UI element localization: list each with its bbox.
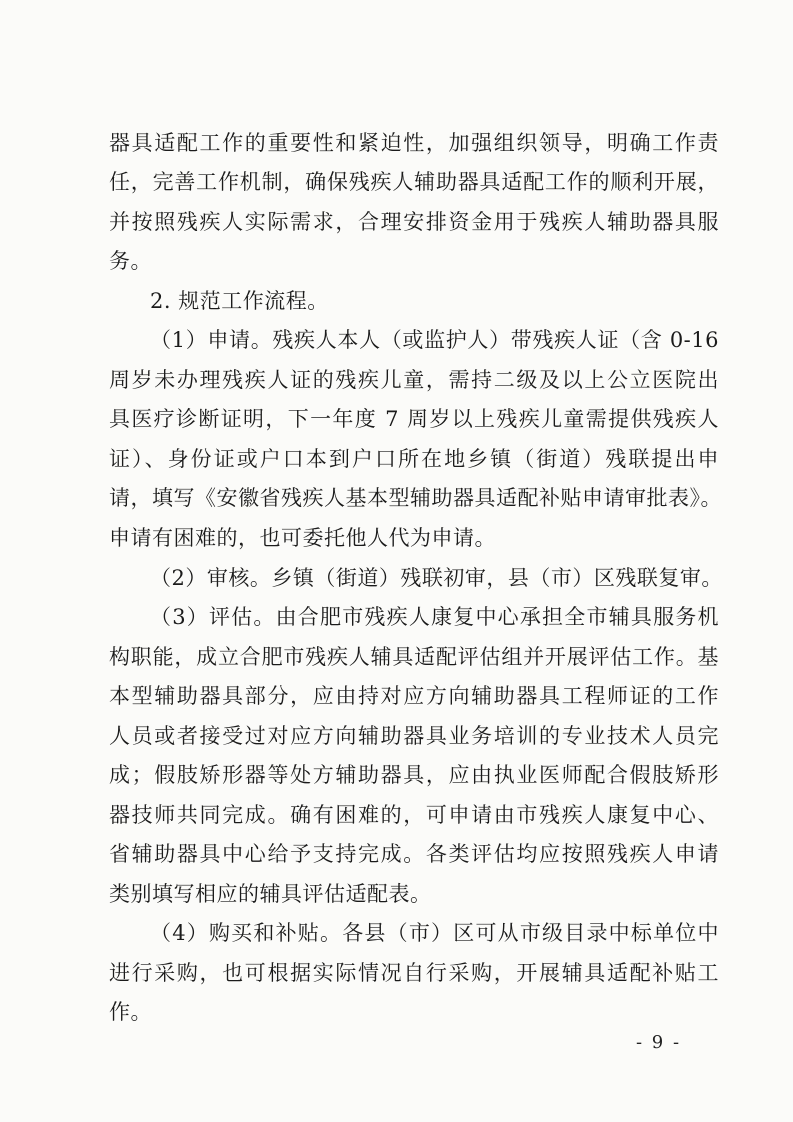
text-line: （4）购买和补贴。各县（市）区可从市级目录中标单位中 [150, 921, 719, 945]
text-line: 作。 [109, 1000, 152, 1024]
text-line: （3）评估。由合肥市残疾人康复中心承担全市辅具服务机 [150, 605, 719, 629]
section-heading: 2. 规范工作流程。 [150, 289, 329, 313]
text-line: （2）审核。乡镇（街道）残联初审，县（市）区残联复审。 [150, 566, 723, 590]
text-line: 任，完善工作机制，确保残疾人辅助器具适配工作的顺利开展， [109, 170, 719, 194]
text-line: 申请有困难的，也可委托他人代为申请。 [109, 526, 496, 550]
text-line: 请，填写《安徽省残疾人基本型辅助器具适配补贴申请审批表》。 [109, 486, 722, 510]
text-line: （1）申请。残疾人本人（或监护人）带残疾人证（含 0-16 [150, 328, 719, 352]
text-line: 类别填写相应的辅具评估适配表。 [109, 882, 432, 906]
page-number: - 9 - [636, 1032, 682, 1053]
text-line: 成；假肢矫形器等处方辅助器具，应由执业医师配合假肢矫形 [109, 763, 719, 787]
text-line: 务。 [109, 249, 152, 273]
text-line: 进行采购，也可根据实际情况自行采购，开展辅具适配补贴工 [109, 961, 719, 985]
text-line: 人员或者接受过对应方向辅助器具业务培训的专业技术人员完 [109, 724, 719, 748]
text-line: 具医疗诊断证明，下一年度 7 周岁以上残疾儿童需提供残疾人 [109, 407, 719, 431]
text-line: 器技师共同完成。确有困难的，可申请由市残疾人康复中心、 [109, 803, 719, 827]
text-line: 证）、身份证或户口本到户口所在地乡镇（街道）残联提出申 [109, 447, 719, 471]
text-line: 并按照残疾人实际需求，合理安排资金用于残疾人辅助器具服 [109, 210, 719, 234]
text-line: 本型辅助器具部分，应由持对应方向辅助器具工程师证的工作 [109, 684, 719, 708]
text-line: 构职能，成立合肥市残疾人辅具适配评估组并开展评估工作。基 [109, 645, 719, 669]
text-line: 周岁未办理残疾人证的残疾儿童，需持二级及以上公立医院出 [109, 368, 719, 392]
text-line: 省辅助器具中心给予支持完成。各类评估均应按照残疾人申请 [109, 842, 719, 866]
text-line: 器具适配工作的重要性和紧迫性，加强组织领导，明确工作责 [109, 131, 719, 155]
